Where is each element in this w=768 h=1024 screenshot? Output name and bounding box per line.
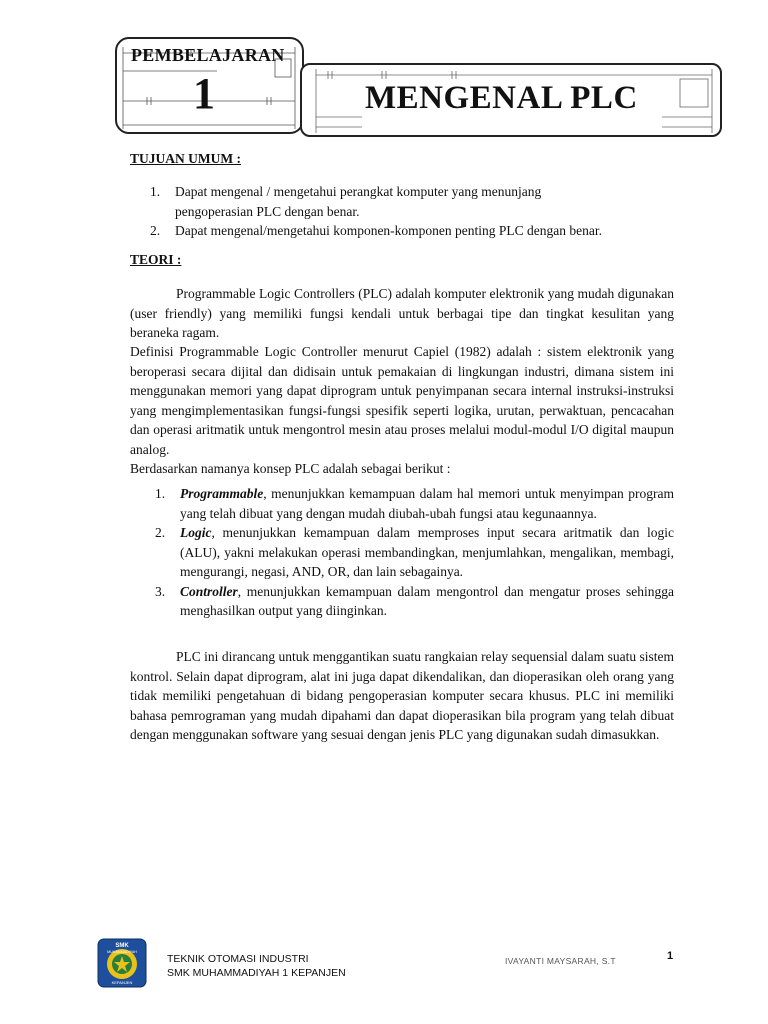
list-number: 1.	[150, 184, 161, 199]
list-number: 2.	[155, 525, 166, 540]
footer-school: SMK MUHAMMADIYAH 1 KEPANJEN	[167, 967, 346, 979]
footer-department: TEKNIK OTOMASI INDUSTRI	[167, 953, 309, 965]
footer-author: IVAYANTI MAYSARAH, S.T	[505, 956, 616, 966]
tujuan-heading: TUJUAN UMUM :	[130, 151, 241, 166]
concept-list	[155, 484, 674, 621]
paragraph-concept: Berdasarkan namanya konsep PLC adalah sebagai berikut :	[130, 461, 451, 476]
teori-heading: TEORI :	[130, 252, 182, 267]
list-number: 2.	[150, 223, 161, 238]
list-number: 3.	[155, 583, 166, 599]
footer-school-info	[167, 952, 346, 980]
logo-text-top: SMK	[115, 943, 129, 949]
logo-text-bot: KEPANJEN	[111, 980, 133, 985]
list-number: 1.	[155, 486, 166, 501]
tujuan-list	[150, 182, 670, 241]
term: Logic	[180, 525, 212, 540]
school-logo-icon	[97, 938, 147, 988]
term: Programmable	[180, 486, 264, 501]
list-item	[155, 484, 674, 523]
list-text: pengoperasian PLC dengan benar.	[175, 203, 360, 219]
list-item	[155, 582, 674, 621]
list-text: Dapat mengenal / mengetahui perangkat komputer yang menunjang	[175, 184, 542, 199]
paragraph-definition: Definisi Programmable Logic Controller menurut Capiel (1982) adalah : sistem elektronik yang beroperasi secara dijital dan didisain untuk pemakaian di lingkungan industri, dimana sistem ini menggunakan memori yang dapat diprogram untuk penyimpanan secara internal instruksi-instruksi yang mengimplementasikan fungsi-fungsi spesifik seperti logika, urutan, perwaktuan, pencacahan dan operasi aritmatik untuk mengontrol mesin atau proses melalui modul-modul I/O digital maupun analog.	[130, 344, 674, 457]
term-description: , menunjukkan kemampuan dalam hal memori untuk menyimpan program yang telah dibuat yang dengan mudah diubah-ubah fungsi atau kegunaannya.	[180, 486, 674, 521]
list-text: Dapat mengenal/mengetahui komponen-komponen penting PLC dengan benar.	[175, 223, 603, 238]
logo-text-mid: MUHAMMADIYAH	[107, 950, 137, 954]
page-number: 1	[667, 950, 674, 962]
chapter-number: 1	[193, 69, 215, 118]
list-item	[155, 523, 674, 582]
chapter-label: PEMBELAJARAN	[131, 45, 285, 65]
paragraph-plc: PLC ini dirancang untuk menggantikan suatu rangkaian relay sequensial dalam suatu sistem kontrol. Selain dapat diprogram, alat ini juga dapat dikendalikan, dan dioperasikan oleh orang yang tidak memiliki pengetahuan di bidang pengoperasian komputer secara khusus. PLC ini memiliki bahasa pemrograman yang mudah dipahami dan dapat dioperasikan bila program yang telah dibuat dengan menggunakan software yang sesuai dengan jenis PLC yang digunakan sudah dimasukkan.	[130, 649, 674, 742]
term-description: , menunjukkan kemampuan dalam memproses input secara aritmatik dan logic (ALU), yakni melakukan operasi membandingkan, menjumlahkan, mengalikan, membagi, mengurangi, negasi, AND, OR, dan lain sebagainya.	[180, 525, 674, 579]
page-title: MENGENAL PLC	[365, 80, 638, 116]
list-item	[150, 221, 670, 241]
list-item	[150, 182, 670, 221]
term: Controller	[180, 583, 238, 599]
term-description: , menunjukkan kemampuan dalam mengontrol dan mengatur proses sehingga menghasilkan output yang diinginkan.	[180, 583, 674, 618]
paragraph-intro: Programmable Logic Controllers (PLC) adalah komputer elektronik yang mudah digunakan (user friendly) yang memiliki fungsi kendali untuk berbagai tipe dan tingkat kesulitan yang beraneka ragam.	[130, 286, 674, 340]
